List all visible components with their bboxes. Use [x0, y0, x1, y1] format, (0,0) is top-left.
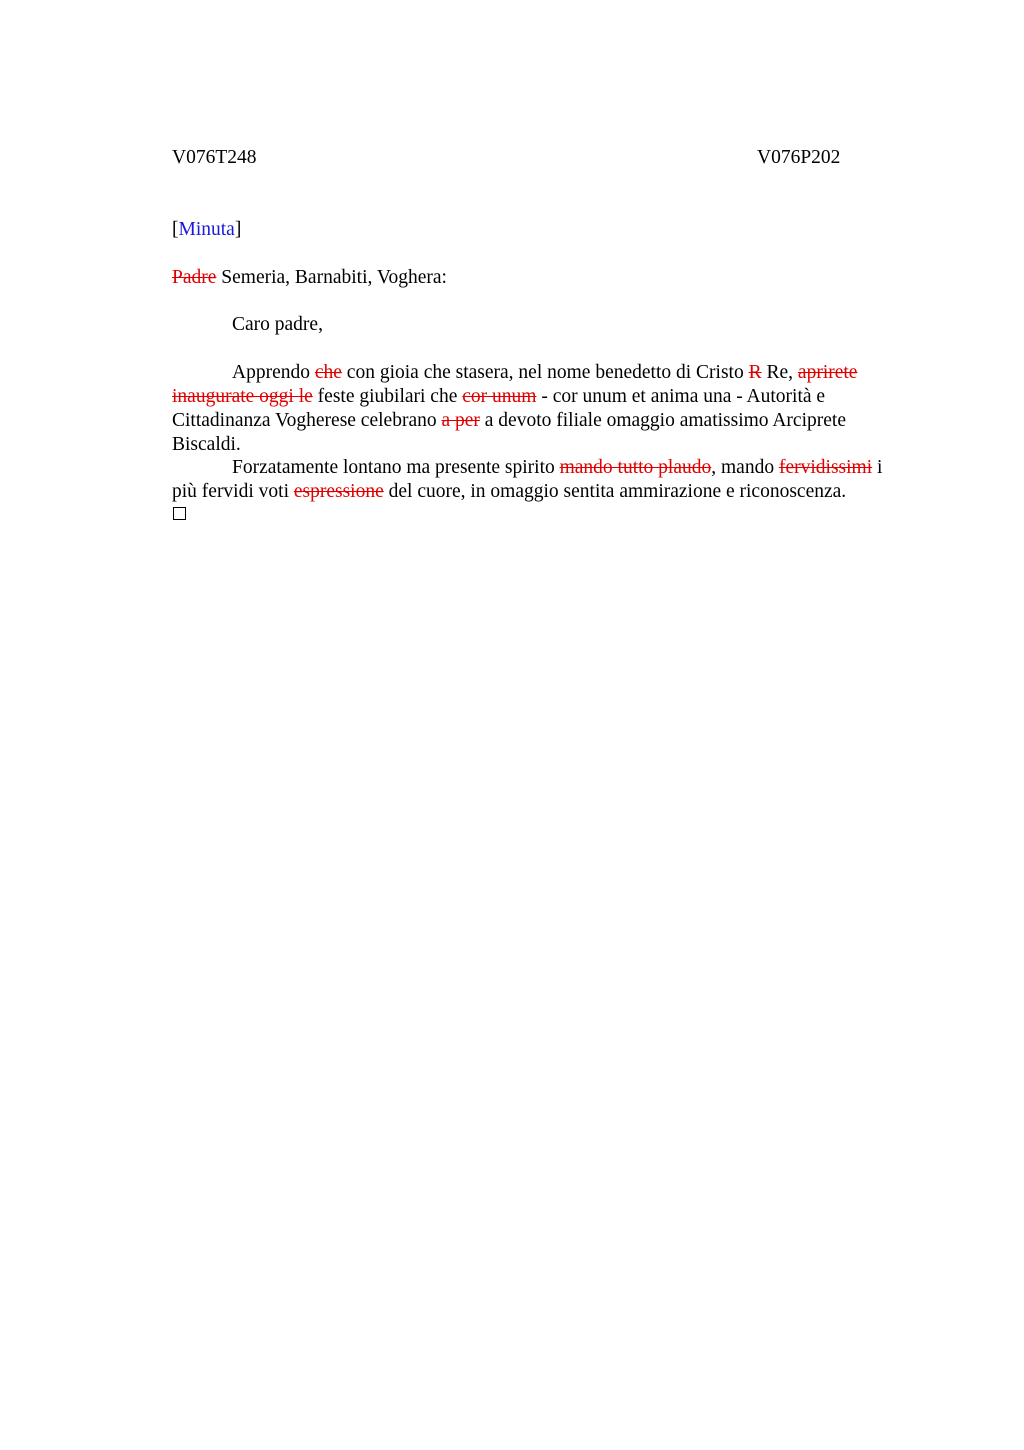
text-span: a devoto filiale omaggio amatissimo Arciprete: [479, 410, 846, 431]
salutation: Caro padre,: [232, 314, 323, 335]
text-span: Forzatamente lontano ma presente spirito: [232, 457, 560, 478]
deleted-text: R: [748, 362, 762, 383]
open-bracket: [: [172, 219, 179, 240]
deleted-text: mando tutto plaudo: [559, 457, 712, 478]
paragraph-line: [172, 361, 984, 385]
text-span: del cuore, in omaggio sentita ammirazione e riconoscenza.: [383, 481, 847, 502]
text-span: Biscaldi.: [172, 434, 241, 455]
deleted-text: inaugurate oggi le: [172, 386, 313, 407]
close-bracket: ]: [234, 219, 242, 240]
text-span: Apprendo: [232, 362, 315, 383]
end-marker-box-icon: [173, 507, 186, 520]
text-span: con gioia che stasera, nel nome benedetto di Cristo: [341, 362, 749, 383]
deleted-text: che: [314, 362, 342, 383]
paragraph-line: [172, 480, 924, 504]
paragraph-line: [172, 409, 924, 433]
text-span: Cittadinanza Vogherese celebrano: [172, 410, 442, 431]
address-line: [172, 266, 924, 290]
paragraph-line: [172, 433, 924, 457]
deleted-text: a per: [441, 410, 480, 431]
text-span: - cor unum et anima una - Autorità e: [536, 386, 826, 407]
document-code-left: V076T248: [172, 147, 257, 168]
minuta-text: Minuta: [178, 219, 235, 240]
deleted-text: fervidissimi: [778, 457, 873, 478]
paragraph-line: [172, 385, 924, 409]
text-span: i: [872, 457, 883, 478]
text-span: più fervidi voti: [172, 481, 294, 502]
deleted-text: aprirete: [797, 362, 858, 383]
address-text: Semeria, Barnabiti, Voghera:: [216, 267, 447, 288]
deleted-text: espressione: [293, 481, 384, 502]
text-span: Re,: [761, 362, 798, 383]
deleted-text: cor unum: [462, 386, 537, 407]
document-code-right: V076P202: [757, 147, 841, 168]
minuta-label: [172, 218, 924, 242]
deleted-text: Padre: [172, 267, 217, 288]
text-span: feste giubilari che: [312, 386, 463, 407]
paragraph-line: [172, 456, 984, 480]
text-span: , mando: [711, 457, 779, 478]
